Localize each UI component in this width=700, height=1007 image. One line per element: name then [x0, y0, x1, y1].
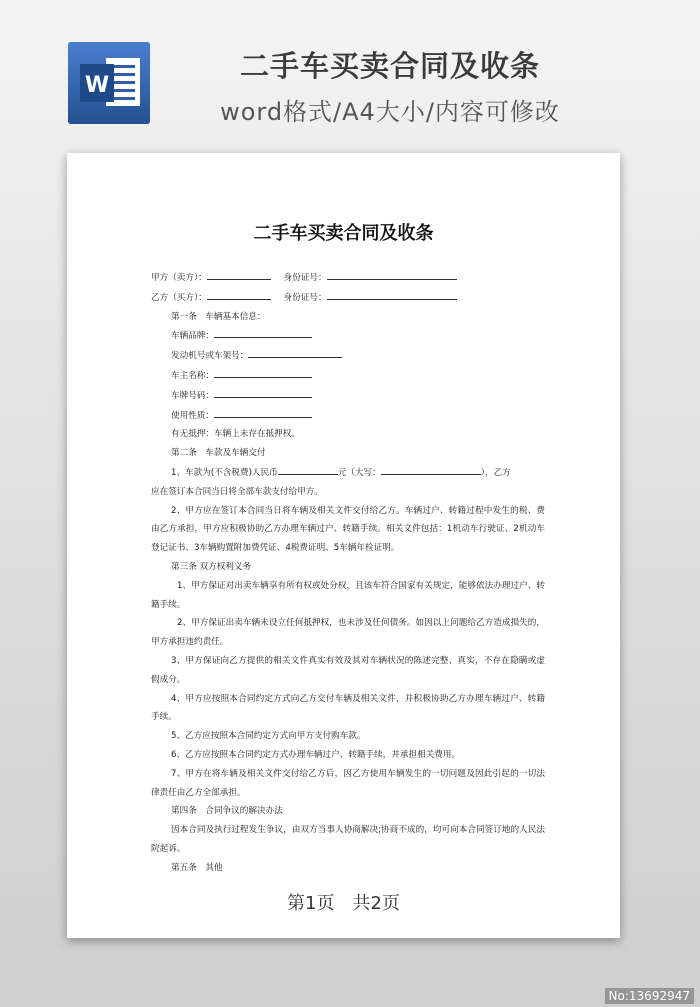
seller-name-blank — [207, 268, 271, 280]
section-1-heading: 第一条 车辆基本信息： — [171, 311, 266, 322]
image-id-badge: No:13692947 — [605, 988, 694, 1004]
clause-3-3: 3、甲方保证向乙方提供的相关文件真实有效及其对车辆状况的陈述完整、真实，不存在隐瞒或虚假成分。 — [151, 655, 545, 685]
owner-name-line: 车主名称： — [151, 366, 545, 386]
buyer-line: 乙方（买方）： 身份证号： — [151, 288, 545, 308]
header-title: 二手车买卖合同及收条 — [239, 49, 540, 83]
page-indicator: 第1页 共2页 — [287, 893, 400, 914]
clause-3-7: 7、甲方在将车辆及相关文件交付给乙方后，因乙方使用车辆发生的一切问题及因此引起的一切法律责任由乙方全部承担。 — [151, 768, 545, 798]
clause-3-4: 4、甲方应按照本合同约定方式向乙方交付车辆及相关文件，并积极协助乙方办理车辆过户、转籍手续。 — [151, 693, 545, 723]
document-body — [151, 268, 545, 878]
clause-3-6: 6、乙方应按照本合同约定方式办理车辆过户、转籍手续，并承担相关费用。 — [171, 749, 461, 760]
car-brand-line: 车辆品牌： — [151, 326, 545, 346]
engine-number-line: 发动机号或车架号： — [151, 346, 545, 366]
price-line: 1、车款为(不含税费)人民币 元（大写： ），乙方 — [151, 463, 545, 483]
word-document-icon — [68, 42, 150, 124]
header-subtitle: word格式/A4大小/内容可修改 — [220, 98, 560, 126]
clause-3-2: 2、甲方保证出卖车辆未设立任何抵押权，也未涉及任何债务。如因以上问题给乙方造成损失的，甲方承担违约责任。 — [151, 618, 545, 648]
document-title: 二手车买卖合同及收条 — [253, 223, 434, 244]
section-4-heading: 第四条 合同争议的解决办法 — [171, 806, 283, 817]
section-3-heading: 第三条 双方权利义务 — [171, 561, 252, 572]
seller-line: 甲方（卖方）： 身份证号： — [151, 268, 545, 288]
section-2-heading: 第二条 车款及车辆交付 — [171, 448, 266, 459]
buyer-name-blank — [207, 288, 271, 300]
mortgage-line: 有无抵押：车辆上未存在抵押权。 — [171, 429, 300, 440]
buyer-id-blank — [327, 288, 457, 300]
section-5-heading: 第五条 其他 — [171, 862, 223, 873]
svg-text:W: W — [84, 73, 110, 98]
usage-type-line: 使用性质： — [151, 406, 545, 426]
clause-4-text: 因本合同及执行过程发生争议，由双方当事人协商解决;协商不成的，均可向本合同签订地的人民法院起诉。 — [151, 825, 545, 854]
clause-3-5: 5、乙方应按照本合同约定方式向甲方支付购车款。 — [171, 731, 366, 742]
price-line-cont: 应在签订本合同当日将全部车款支付给甲方。 — [151, 486, 323, 497]
document-page — [67, 153, 620, 938]
clause-2-2: 2、甲方应在签订本合同当日将车辆及相关文件交付给乙方。车辆过户、转籍过程中发生的税、费由乙方承担，甲方应积极协助乙方办理车辆过户、转籍手续。相关文件包括：1机动车行驶证、2机动车登记证书、3车辆购置附加费凭证、4税费证明、5车辆年检证明。 — [151, 505, 545, 554]
plate-number-line: 车牌号码： — [151, 386, 545, 406]
seller-id-blank — [327, 268, 457, 280]
clause-3-1: 1、甲方保证对出卖车辆享有所有权或处分权，且该车符合国家有关规定，能够依法办理过户、转籍手续。 — [151, 580, 545, 610]
